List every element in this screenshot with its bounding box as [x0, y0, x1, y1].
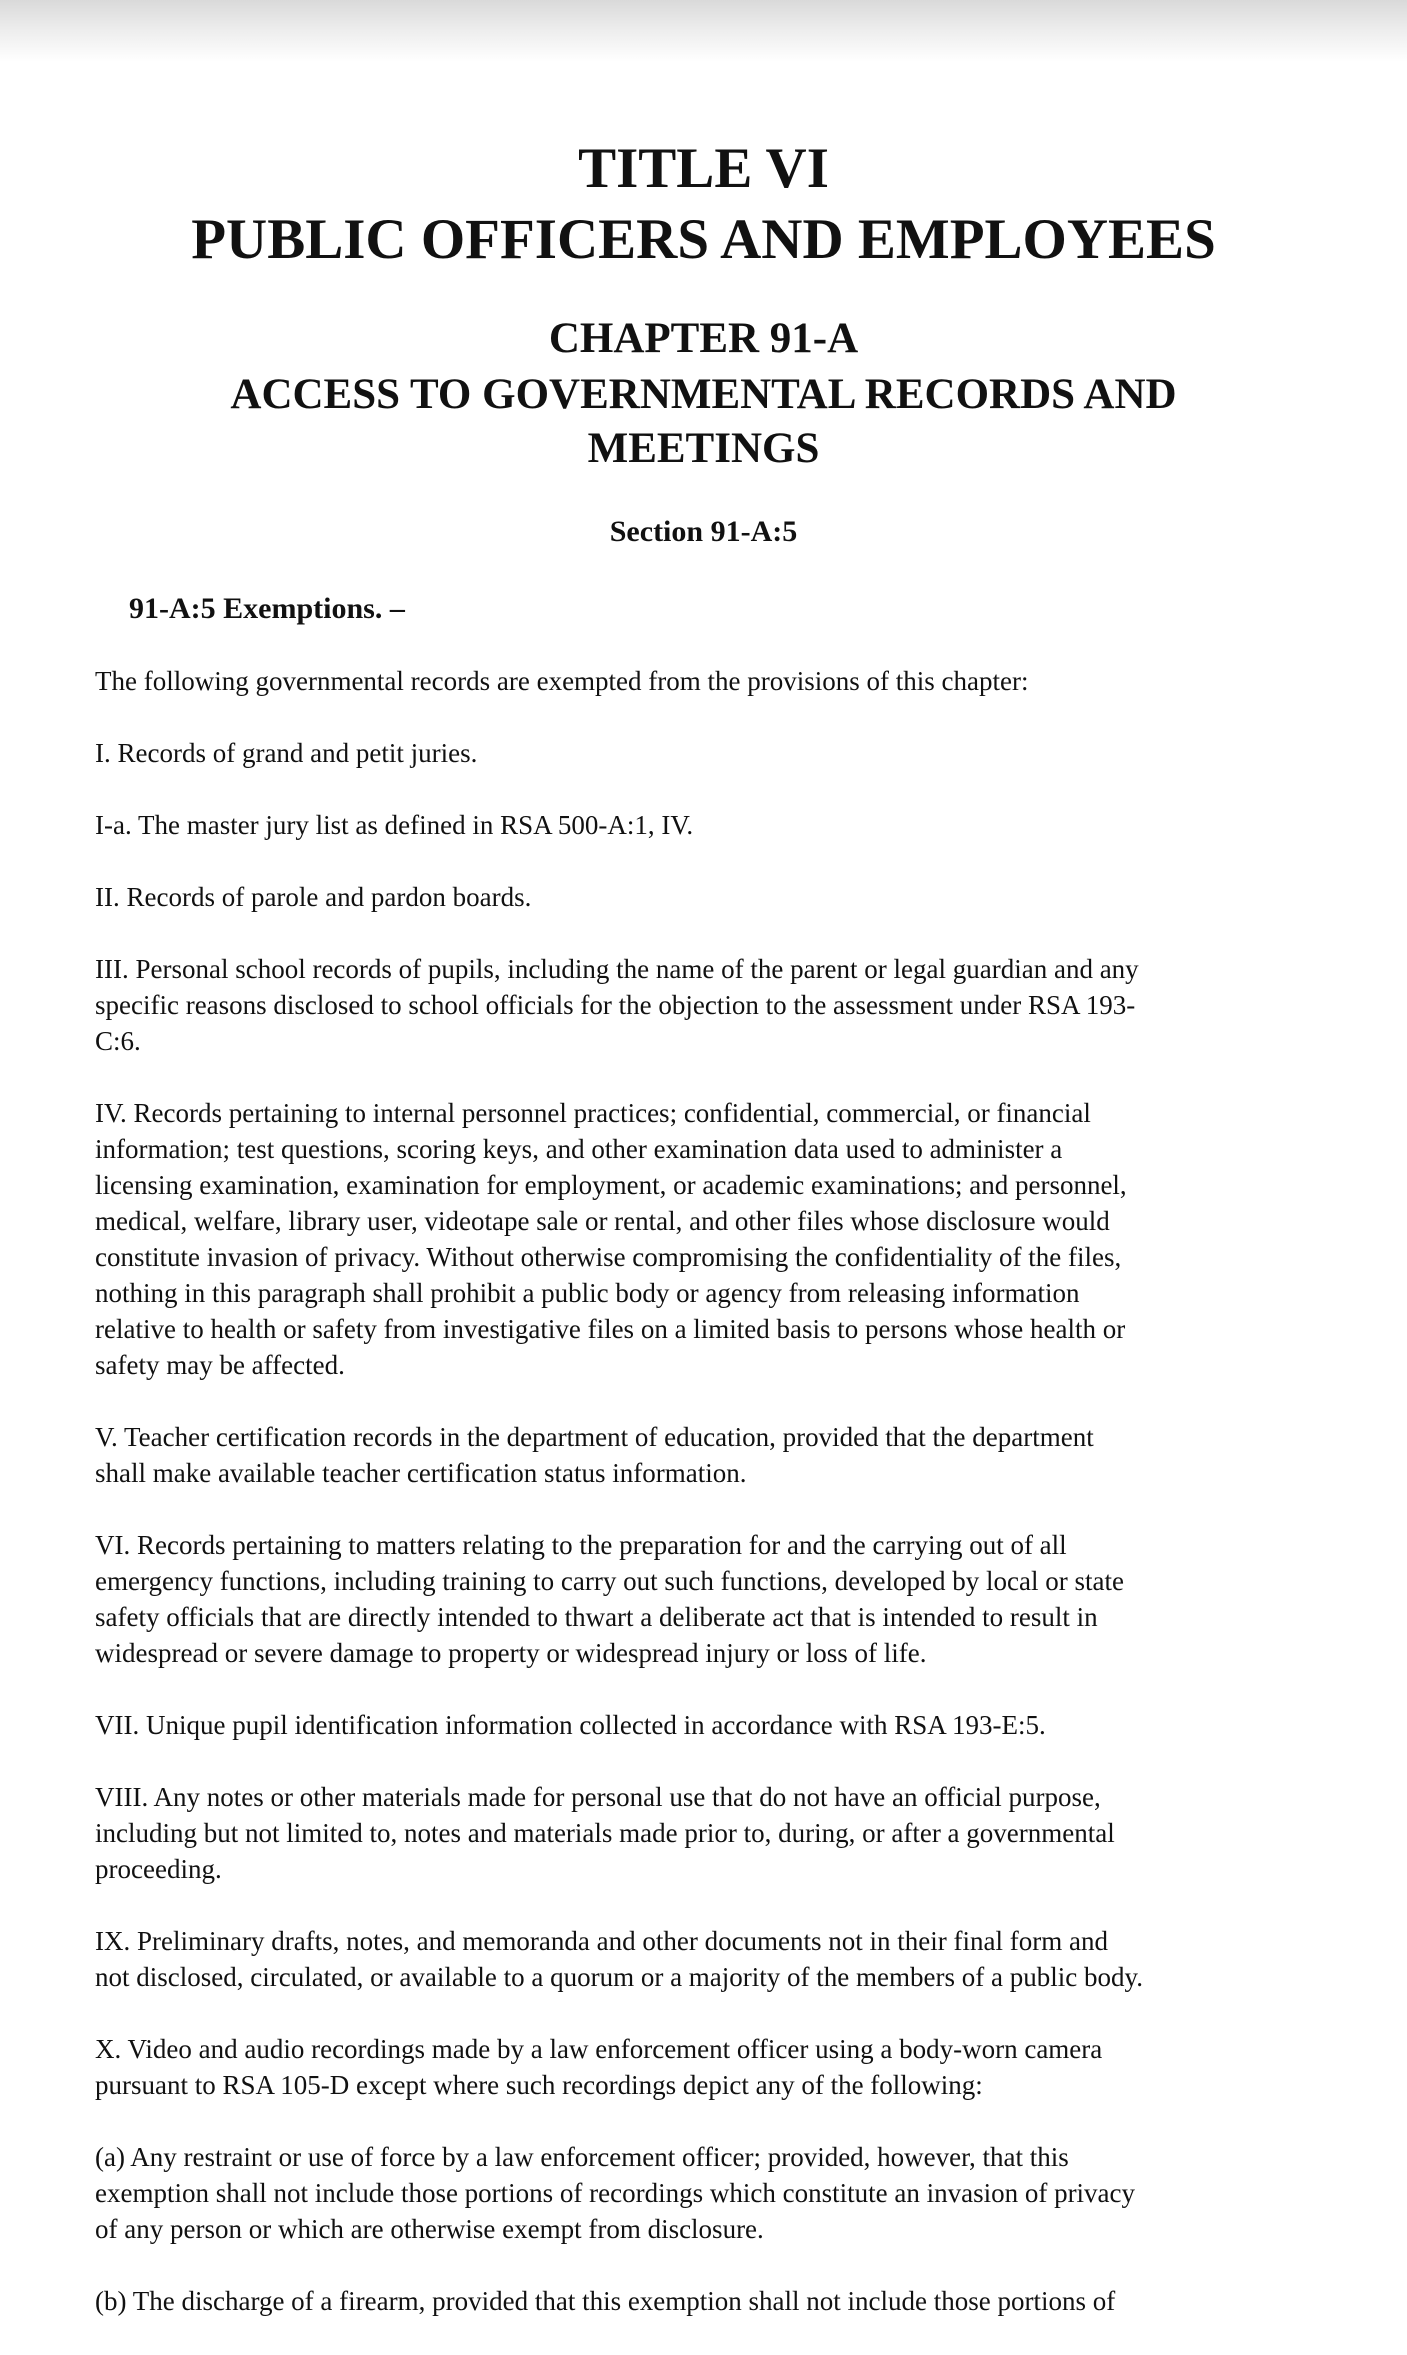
- paragraph-ii: II. Records of parole and pardon boards.: [95, 882, 532, 912]
- title-heading: TITLE VI: [578, 137, 829, 200]
- paragraph-viii: VIII. Any notes or other materials made for personal use that do not have an official purpose, including but not limited to, notes and materials made prior to, during, or after a governmental proceeding.: [95, 1782, 1115, 1884]
- paragraph-iii: III. Personal school records of pupils, including the name of the parent or legal guardian and any specific reasons disclosed to school officials for the objection to the assessment under RSA 193- C:6.: [95, 954, 1139, 1056]
- paragraph-x-a: (a) Any restraint or use of force by a law enforcement officer; provided, however, that this exemption shall not include those portions of recordings which constitute an invasion of privacy of any person or which are otherwise exempt from disclosure.: [95, 2142, 1136, 2244]
- paragraph-vii: VII. Unique pupil identification information collected in accordance with RSA 193-E:5.: [95, 1710, 1046, 1740]
- chapter-name: ACCESS TO GOVERNMENTAL RECORDS AND MEETINGS: [230, 371, 1177, 472]
- document-body: [95, 627, 1325, 2355]
- section-heading: Section 91-A:5: [609, 515, 798, 548]
- paragraph-x: X. Video and audio recordings made by a law enforcement officer using a body-worn camera pursuant to RSA 105-D except where such recordings depict any of the following:: [95, 2034, 1103, 2100]
- paragraph-x-b: (b) The discharge of a firearm, provided that this exemption shall not include those portions of: [95, 2286, 1116, 2316]
- title-subtitle: PUBLIC OFFICERS AND EMPLOYEES: [191, 208, 1216, 271]
- paragraph-i-a: I-a. The master jury list as defined in RSA 500-A:1, IV.: [95, 810, 694, 840]
- paragraph-v: V. Teacher certification records in the department of education, provided that the department shall make available teacher certification status information.: [95, 1422, 1094, 1488]
- chapter-heading: CHAPTER 91-A: [548, 315, 859, 362]
- paragraph-iv: IV. Records pertaining to internal personnel practices; confidential, commercial, or financial information; test questions, scoring keys, and other examination data used to administer a licensing examination, examination for employment, or academic examinations; and personnel, medical, welfare, library user, videotape sale or rental, and other files whose disclosure would constitute invasion of privacy. Without otherwise compromising the confidentiality of the files, nothing in this paragraph shall prohibit a public body or agency from releasing information relative to health or safety from investigative files on a limited basis to persons whose health or safety may be affected.: [95, 1098, 1127, 1380]
- paragraph-ix: IX. Preliminary drafts, notes, and memoranda and other documents not in their final form and not disclosed, circulated, or available to a quorum or a majority of the members of a public body.: [95, 1926, 1143, 1992]
- intro-paragraph: The following governmental records are exempted from the provisions of this chapter:: [95, 666, 1029, 696]
- exemptions-heading: 91-A:5 Exemptions. –: [129, 592, 405, 625]
- paragraph-i: I. Records of grand and petit juries.: [95, 738, 478, 768]
- paragraph-vi: VI. Records pertaining to matters relating to the preparation for and the carrying out of all emergency functions, including training to carry out such functions, developed by local or state safety officials that are directly intended to thwart a deliberate act that is intended to result in widespread or severe damage to property or widespread injury or loss of life.: [95, 1530, 1124, 1668]
